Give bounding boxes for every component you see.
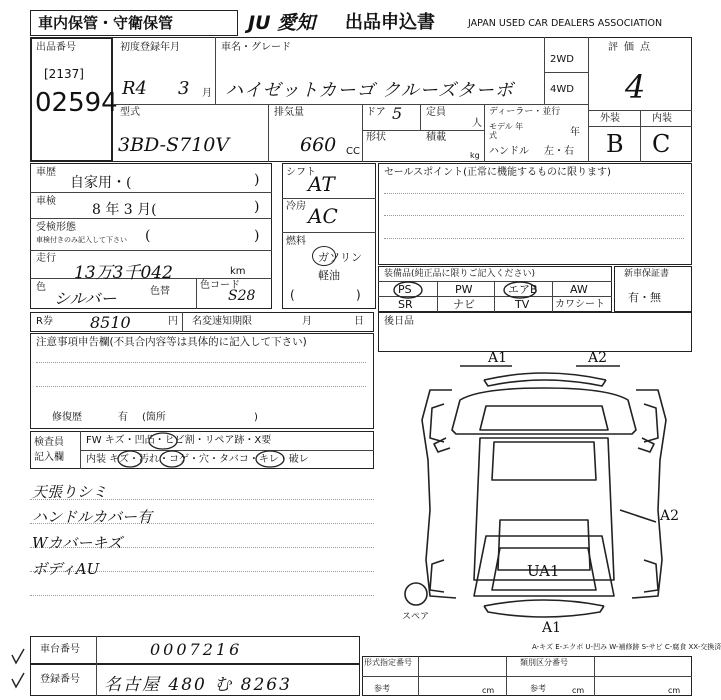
equipment-label: 装備品(純正品に限りご記入ください)	[384, 269, 536, 279]
inspector-label-2: 記入欄	[34, 452, 64, 463]
inspector-row-1: FW キズ・凹凸・ヒビ割・リペア跡・X要	[86, 435, 272, 446]
inspection-label: 車検	[36, 196, 56, 207]
inspection-close: )	[254, 199, 260, 215]
association-name: JAPAN USED CAR DEALERS ASSOCIATION	[468, 18, 663, 29]
lot-number: 02594	[35, 88, 118, 118]
repair-close: )	[254, 412, 258, 423]
damage-mark-right-side: A2	[660, 508, 680, 524]
deadline-month: 月	[302, 316, 312, 327]
ac-label: 冷房	[286, 201, 306, 212]
model-year-label: モデル 年式	[489, 122, 524, 140]
first-reg-month: 3	[178, 78, 190, 99]
first-reg-month-unit: 月	[202, 88, 212, 99]
displacement-value: 660	[300, 134, 337, 156]
load-label: 積載	[426, 132, 446, 143]
rating-label: 評価点	[608, 42, 656, 53]
recycle-value: 8510	[90, 313, 131, 332]
fuel-open: (	[290, 288, 295, 302]
inspection-value: 8 年 3 月(	[92, 202, 157, 218]
equip-tv: TV	[515, 298, 530, 311]
model-name-label: 車名・グレード	[221, 42, 291, 53]
receipt-label: 受検形態	[36, 222, 76, 233]
format-label: 形式指定番号	[364, 658, 412, 667]
inspector-row-2: 内装 キズ・汚れ・コゲ・穴・タバコ・キレ・破レ	[86, 454, 309, 465]
recycle-label: R券	[36, 316, 53, 327]
cm-label-2: cm	[572, 686, 585, 695]
repair-place: (箇所	[142, 412, 166, 423]
model-year-unit: 年	[570, 127, 580, 138]
warranty-options: 有・無	[628, 291, 661, 304]
mileage-unit: km	[230, 266, 246, 277]
equip-airbag: エアB	[508, 283, 538, 296]
doors-value: 5	[392, 104, 403, 123]
receipt-open: (	[145, 228, 151, 244]
rating-ext-label: 外装	[600, 113, 620, 124]
handle-label: ハンドル	[489, 146, 529, 157]
inspector-circles	[80, 431, 374, 469]
damage-mark-rear-center: UA1	[527, 562, 560, 580]
chassis-label: 車台番号	[40, 644, 80, 655]
color-code-label: 色コード	[200, 280, 240, 291]
history-value: 自家用・(	[70, 175, 132, 191]
mileage-label: 走行	[36, 253, 56, 264]
check-marks	[8, 645, 30, 695]
deadline-label: 名変速知期限	[192, 316, 252, 327]
equip-aw: AW	[570, 283, 588, 296]
spare-label: スペア	[402, 612, 430, 622]
sales-point-label: セールスポイント(正常に機能するものに限ります)	[384, 167, 611, 178]
recycle-unit: 円	[168, 316, 178, 327]
after-market-box	[378, 312, 692, 352]
damage-mark-front-right: A2	[588, 350, 608, 366]
deadline-day: 日	[354, 316, 364, 327]
cm-label-1: cm	[482, 686, 495, 695]
rating-value: 4	[625, 68, 646, 106]
receipt-close: )	[254, 228, 260, 244]
damage-mark-rear-bumper: A1	[542, 620, 562, 636]
fuel-close: )	[356, 288, 361, 302]
history-close: )	[254, 172, 260, 188]
rating-int-value: C	[652, 130, 671, 158]
first-reg-label: 初度登録年月	[120, 42, 180, 53]
displacement-unit: CC	[346, 146, 360, 157]
dealer-label: ディーラー・並行	[489, 107, 561, 117]
rating-ext-value: B	[606, 130, 624, 158]
shift-label: シフト	[286, 167, 316, 178]
cm-label-3: cm	[668, 686, 681, 695]
notes-label: 注意事項申告欄(不具合内容等は具体的に記入して下さい)	[36, 336, 307, 348]
chassis-value: 0007216	[150, 640, 243, 659]
history-label: 車歴	[36, 167, 56, 178]
handle-options: 左・右	[544, 146, 574, 157]
shift-value: AT	[308, 172, 335, 196]
note-line-2: ハンドルカバー有	[32, 508, 153, 526]
color-change-label: 色替	[150, 286, 170, 297]
drive-4wd: 4WD	[550, 84, 574, 95]
repair-value: 有	[118, 412, 128, 423]
drive-2wd: 2WD	[550, 54, 574, 65]
load-unit: kg	[470, 151, 480, 160]
equip-navi: ナビ	[453, 298, 475, 311]
equip-ps: PS	[398, 283, 412, 296]
equip-pw: PW	[455, 283, 473, 296]
color-code-value: S28	[228, 288, 256, 304]
sales-point-box	[378, 163, 692, 265]
damage-mark-front-left: A1	[488, 350, 508, 366]
class-label: 類別区分番号	[520, 658, 568, 667]
lot-label: 出品番号	[36, 42, 76, 53]
equip-sr: SR	[398, 298, 413, 311]
first-reg-era: R4	[122, 78, 148, 99]
car-damage-diagram	[400, 360, 692, 630]
model-name-value: ハイゼットカーゴ クルーズターボ	[225, 80, 514, 101]
mileage-value: 13万3千042	[74, 263, 173, 283]
plate-value: 名古屋 480 む 8263	[104, 675, 292, 695]
repair-label: 修復歴	[52, 412, 82, 423]
capacity-label: 定員	[426, 107, 446, 118]
after-market-label: 後日品	[384, 316, 414, 327]
inspector-label-1: 検査員	[34, 437, 64, 448]
equip-circles	[378, 266, 612, 312]
rating-int-label: 内装	[652, 113, 672, 124]
note-line-4: ボディAU	[32, 560, 100, 578]
storage-title: 車内保管・守衛保管	[38, 14, 174, 32]
doors-label: ドア	[366, 107, 386, 118]
fuel-selected-circle	[312, 246, 336, 266]
ref-label-1: 参考	[374, 684, 390, 693]
sheet-title: 出品申込書	[345, 12, 435, 33]
displacement-label: 排気量	[274, 107, 304, 118]
fuel-label: 燃料	[286, 236, 306, 247]
warranty-label: 新車保証書	[624, 269, 670, 279]
fuel-diesel: 軽油	[318, 269, 340, 282]
model-type-value: 3BD-S710V	[118, 134, 230, 156]
color-value: シルバー	[54, 289, 117, 308]
model-type-label: 型式	[120, 107, 140, 118]
ref-label-2: 参考	[530, 684, 546, 693]
capacity-unit: 人	[472, 118, 482, 129]
plate-label: 登録番号	[40, 674, 80, 685]
brand-logo: JU 愛知	[248, 12, 316, 34]
ac-value: AC	[308, 204, 338, 228]
lot-bracket-no: [2137]	[44, 67, 84, 81]
note-line-3: Wカバーキズ	[32, 534, 123, 552]
damage-legend: A-キズ E-エクボ U-凹み W-補修跡 S-サビ C-腐食 XX-交換済	[532, 643, 721, 651]
shape-label: 形状	[366, 132, 386, 143]
note-line-1: 天張りシミ	[32, 483, 108, 501]
color-label: 色	[36, 282, 46, 293]
receipt-note: 車検付きのみ記入して下さい	[36, 236, 127, 244]
equip-leather-seat: カワシート	[555, 299, 605, 310]
fuel-gasoline: ガソリン	[318, 251, 362, 264]
